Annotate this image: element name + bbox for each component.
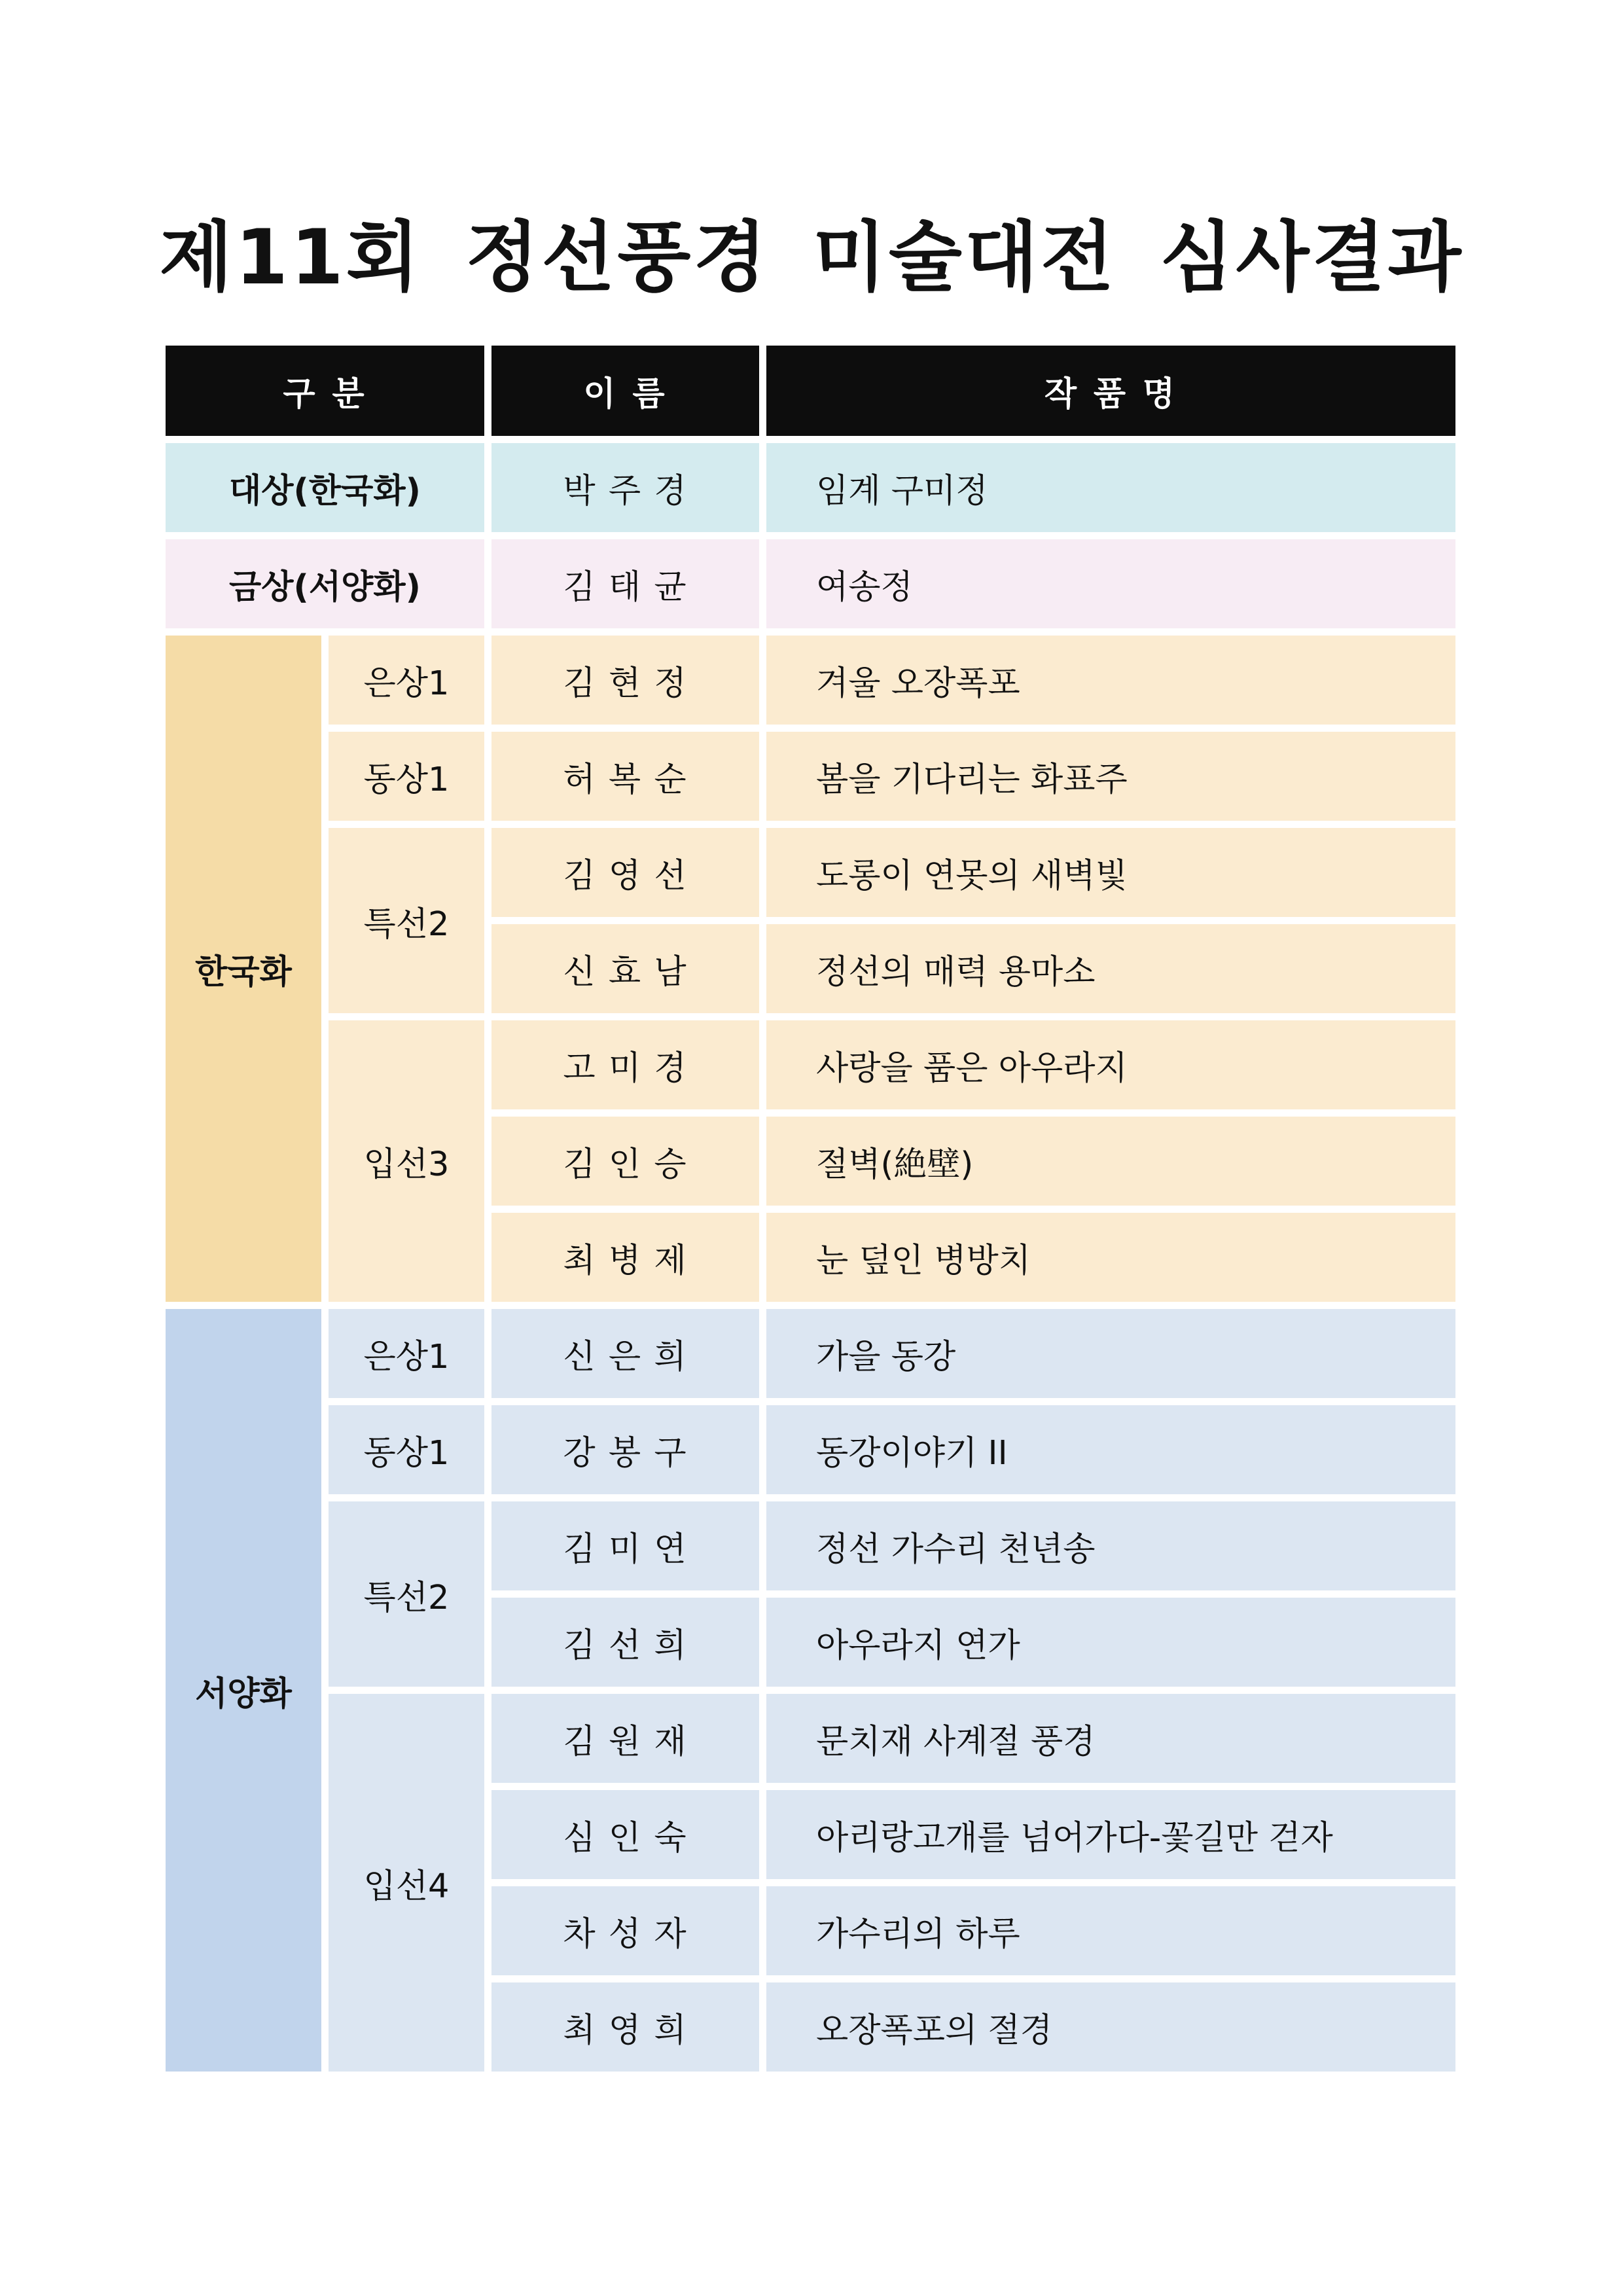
header-name: 이 름 [491,346,759,436]
header-work: 작 품 명 [766,346,1455,436]
award-label: 은상1 [329,1309,484,1398]
artist-name: 강 봉 구 [491,1405,759,1494]
work-title: 가수리의 하루 [766,1886,1455,1975]
work-title: 아리랑고개를 넘어가다-꽃길만 걷자 [766,1790,1455,1879]
award-label: 동상1 [329,1405,484,1494]
award-label: 은상1 [329,636,484,725]
results-body [166,346,1455,2072]
artist-name: 최 병 제 [491,1213,759,1302]
work-title: 가을 동강 [766,1309,1455,1398]
western-row [166,1405,1455,1494]
artist-name: 고 미 경 [491,1020,759,1109]
work-title: 정선 가수리 천년송 [766,1501,1455,1590]
artist-name: 최 영 희 [491,1982,759,2072]
work-title: 동강이야기 II [766,1405,1455,1494]
results-table [158,338,1463,2079]
award-label: 특선2 [329,828,484,1013]
grand-prize-row [166,443,1455,532]
page-title: 제11회 정선풍경 미술대전 심사결과 [159,213,1464,302]
artist-name: 김 태 균 [491,539,759,628]
western-row [166,1501,1455,1590]
work-title: 눈 덮인 병방치 [766,1213,1455,1302]
western-row [166,1309,1455,1398]
work-title: 아우라지 연가 [766,1598,1455,1687]
work-title: 여송정 [766,539,1455,628]
award-label: 특선2 [329,1501,484,1687]
work-title: 봄을 기다리는 화표주 [766,732,1455,821]
award-label: 대상(한국화) [166,443,484,532]
award-label: 입선3 [329,1020,484,1302]
award-label: 입선4 [329,1694,484,2072]
award-label: 금상(서양화) [166,539,484,628]
artist-name: 신 은 희 [491,1309,759,1398]
western-row [166,1694,1455,1783]
artist-name: 박 주 경 [491,443,759,532]
work-title: 도롱이 연못의 새벽빛 [766,828,1455,917]
work-title: 절벽(絶壁) [766,1117,1455,1206]
artist-name: 김 원 재 [491,1694,759,1783]
artist-name: 차 성 자 [491,1886,759,1975]
korean-row [166,732,1455,821]
artist-name: 허 복 순 [491,732,759,821]
work-title: 겨울 오장폭포 [766,636,1455,725]
artist-name: 김 인 승 [491,1117,759,1206]
work-title: 임계 구미정 [766,443,1455,532]
work-title: 오장폭포의 절경 [766,1982,1455,2072]
header-category: 구 분 [166,346,484,436]
korean-section-label: 한국화 [166,636,321,1302]
artist-name: 김 미 연 [491,1501,759,1590]
artist-name: 김 현 정 [491,636,759,725]
header-row [166,346,1455,436]
gold-prize-row [166,539,1455,628]
artist-name: 심 인 숙 [491,1790,759,1879]
korean-row [166,828,1455,917]
korean-row [166,636,1455,725]
award-label: 동상1 [329,732,484,821]
western-section-label: 서양화 [166,1309,321,2072]
work-title: 문치재 사계절 풍경 [766,1694,1455,1783]
work-title: 정선의 매력 용마소 [766,924,1455,1013]
work-title: 사랑을 품은 아우라지 [766,1020,1455,1109]
artist-name: 신 효 남 [491,924,759,1013]
artist-name: 김 영 선 [491,828,759,917]
korean-row [166,1020,1455,1109]
artist-name: 김 선 희 [491,1598,759,1687]
